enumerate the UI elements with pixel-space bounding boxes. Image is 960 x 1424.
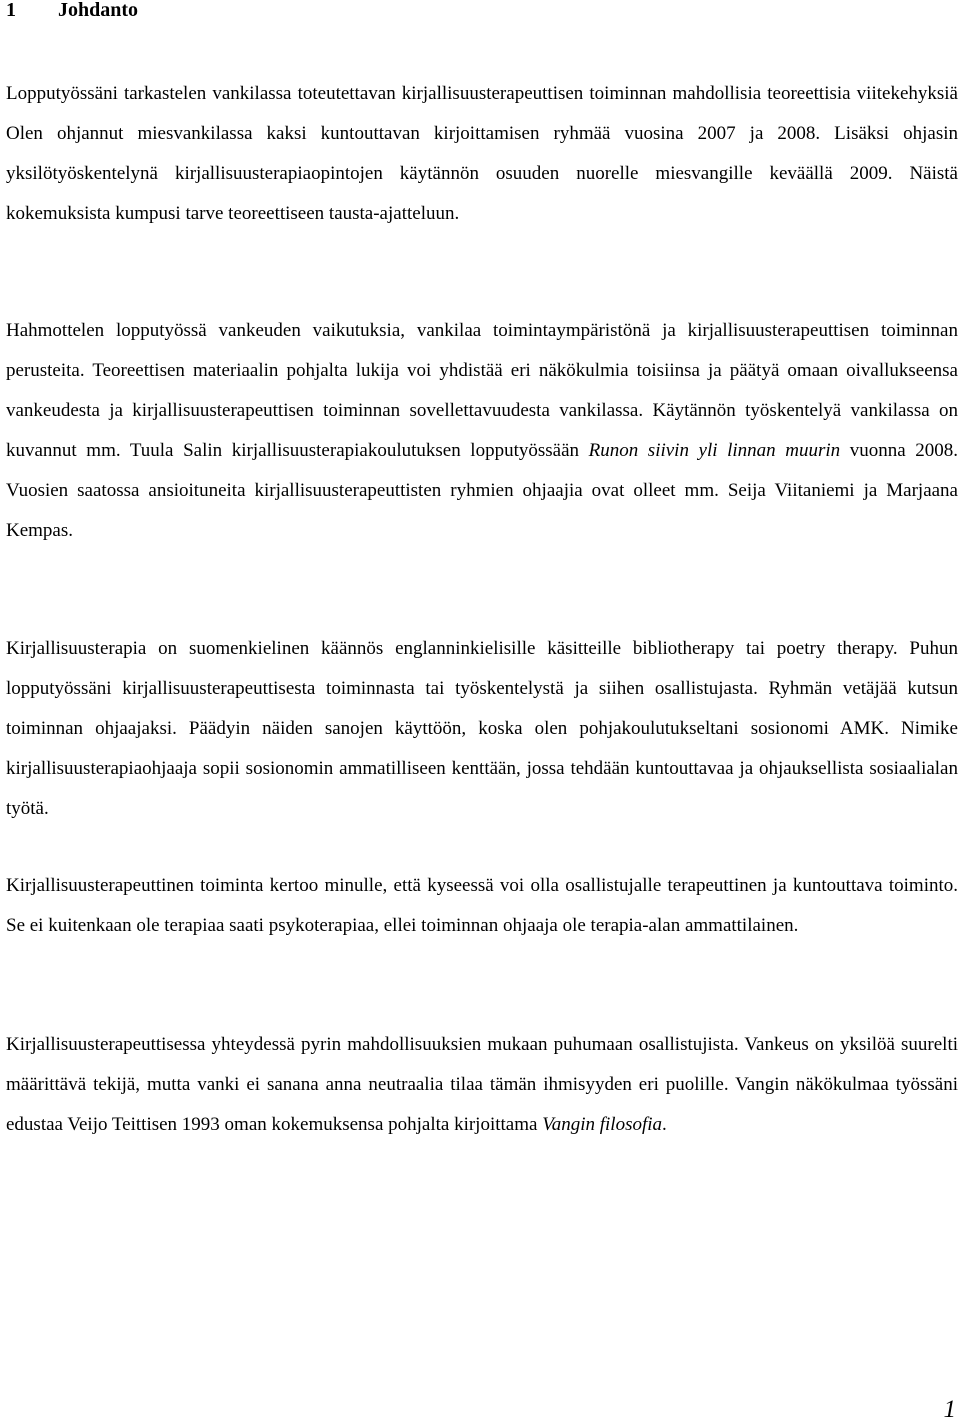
paragraph-introduction: Lopputyössäni tarkastelen vankilassa toteutettavan kirjallisuusterapeuttisen toiminnan mahdollisia teoreettisia viitekehyksiä Olen ohjannut miesvankilassa kaksi kuntouttavan kirjoittamisen ryhmää vuosina 2007 ja 2008. Lisäksi ohjasin yksilötyöskentelynä kirjallisuusterapiaopintojen käytännön osuuden nuorelle miesvangille keväällä 2009. Näistä kokemuksista kumpusi tarve teoreettiseen tausta-ajatteluun. — [6, 83, 958, 224]
section-title: Johdanto — [58, 0, 139, 21]
paragraph-text-start: Kirjallisuusterapeuttisessa yhteydessä pyrin mahdollisuuksien mukaan puhumaan osallistujista. Vankeus on yksilöä suurelti määrittävä tekijä, mutta vanki ei sanana anna neutraalia tilaa tämän ihmisyyden eri puolille. Vangin näkökulmaa työssäni edustaa Veijo Teittisen 1993 oman kokemuksensa pohjalta kirjoittama — [6, 1034, 958, 1135]
page-number: 1 — [943, 1396, 956, 1423]
work-title-italic: Runon siivin yli linnan muurin — [588, 440, 841, 461]
section-number: 1 — [6, 0, 16, 21]
paragraph-terminology: Kirjallisuusterapia on suomenkielinen käännös englanninkielisille käsitteille bibliotherapy tai poetry therapy. Puhun lopputyössäni kirjallisuusterapeuttisesta toiminnasta tai työskentelystä ja siihen osallistujasta. Ryhmän vetäjää kutsun toiminnan ohjaajaksi. Päädyin näiden sanojen käyttöön, koska olen pohjakoulutukseltani sosionomi AMK. Nimike kirjallisuusterapiaohjaaja sopii sosionomin ammatilliseen kenttään, jossa tehdään kuntouttavaa ja ohjauksellista sosiaalialan työtä. — [6, 638, 958, 819]
work-title-italic: Vangin filosofia — [542, 1114, 663, 1135]
paragraph-participants — [6, 1025, 958, 1145]
paragraph-therapeutic-activity: Kirjallisuusterapeuttinen toiminta kertoo minulle, että kyseessä voi olla osallistujalle terapeuttinen ja kuntouttava toiminto. Se ei kuitenkaan ole terapiaa saati psykoterapiaa, ellei toiminnan ohjaaja ole terapia-alan ammattilainen. — [6, 875, 958, 936]
paragraph-text-end: vuonna 2008. Vuosien saatossa ansioituneita kirjallisuusterapeuttisten ryhmien ohjaajia ovat olleet mm. Seija Viitaniemi ja Marjaana Kempas. — [6, 440, 959, 541]
paragraph-prison-effects — [6, 311, 958, 551]
paragraph-text-end: . — [662, 1114, 667, 1135]
section-heading — [6, 0, 138, 22]
paragraph-text-start: Hahmottelen lopputyössä vankeuden vaikutuksia, vankilaa toimintaympäristönä ja kirjallisuusterapeuttisen toiminnan perusteita. Teoreettisen materiaalin pohjalta lukija voi yhdistää eri näkökulmia toisiinsa ja päätyä omaan oivallukseensa vankeudesta ja kirjallisuusterapeuttisen toiminnan sovellettavuudesta vankilassa. Käytännön työskentelyä vankilassa on kuvannut mm. Tuula Salin kirjallisuusterapiakoulutuksen lopputyössään — [6, 320, 958, 461]
